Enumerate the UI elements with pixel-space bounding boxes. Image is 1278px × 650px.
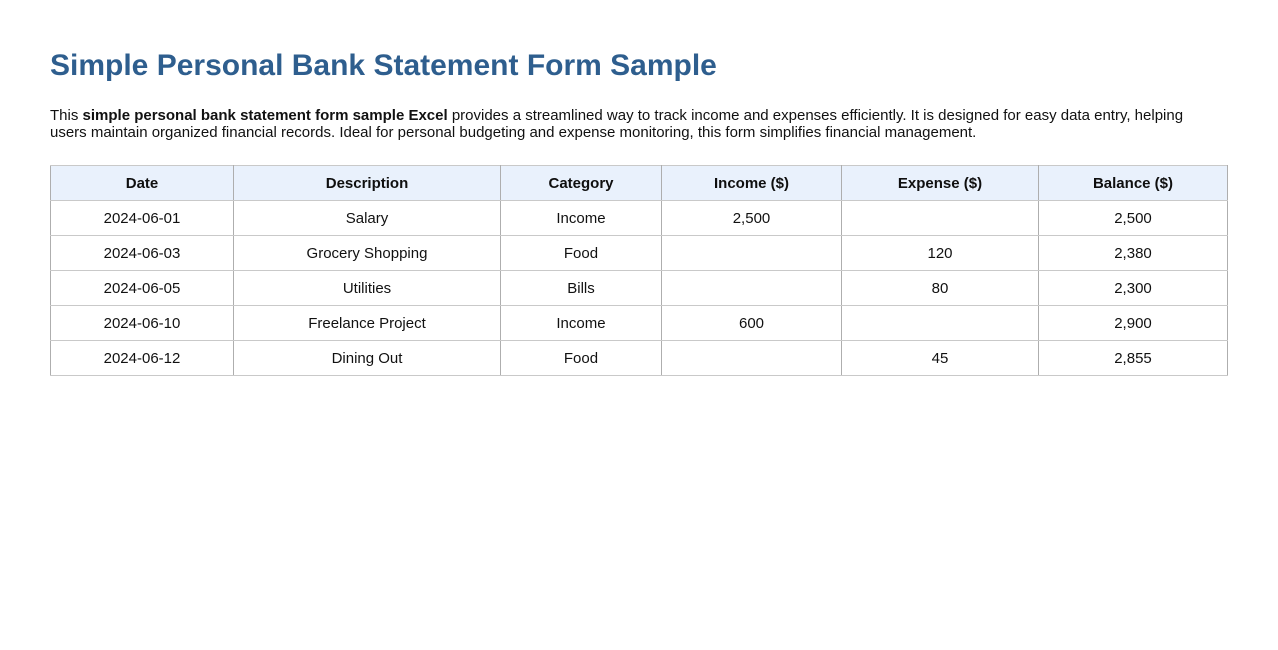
table-cell-expense: 45 <box>842 341 1039 376</box>
table-cell-description: Dining Out <box>234 341 501 376</box>
intro-paragraph <box>50 108 1210 141</box>
header-cell: Balance ($) <box>1039 166 1228 201</box>
table-cell-category: Food <box>501 236 662 271</box>
table-row <box>51 306 1228 341</box>
table-cell-income <box>662 341 842 376</box>
table-cell-category: Food <box>501 341 662 376</box>
table-cell-expense: 120 <box>842 236 1039 271</box>
header-cell: Expense ($) <box>842 166 1039 201</box>
table-cell-income: 2,500 <box>662 201 842 236</box>
table-cell-date: 2024-06-10 <box>51 306 234 341</box>
table-cell-income <box>662 271 842 306</box>
table-cell-income: 600 <box>662 306 842 341</box>
table-cell-date: 2024-06-03 <box>51 236 234 271</box>
table-cell-description: Salary <box>234 201 501 236</box>
table-cell-description: Utilities <box>234 271 501 306</box>
table-cell-balance: 2,380 <box>1039 236 1228 271</box>
table-body <box>51 201 1228 376</box>
table-header <box>51 166 1228 201</box>
table-cell-date: 2024-06-12 <box>51 341 234 376</box>
table-cell-balance: 2,900 <box>1039 306 1228 341</box>
table-cell-category: Income <box>501 306 662 341</box>
table-row <box>51 341 1228 376</box>
header-cell: Category <box>501 166 662 201</box>
table-cell-balance: 2,500 <box>1039 201 1228 236</box>
table-cell-balance: 2,855 <box>1039 341 1228 376</box>
table-cell-description: Grocery Shopping <box>234 236 501 271</box>
table-header-row <box>51 166 1228 201</box>
page-title: Simple Personal Bank Statement Form Sample <box>50 49 717 82</box>
table-row <box>51 201 1228 236</box>
table-cell-description: Freelance Project <box>234 306 501 341</box>
header-cell: Income ($) <box>662 166 842 201</box>
header-cell: Description <box>234 166 501 201</box>
table-cell-expense <box>842 201 1039 236</box>
table-cell-category: Bills <box>501 271 662 306</box>
table-cell-expense: 80 <box>842 271 1039 306</box>
intro-text-bold: simple personal bank statement form sample Excel <box>82 107 448 124</box>
table-cell-category: Income <box>501 201 662 236</box>
header-cell: Date <box>51 166 234 201</box>
table-row <box>51 236 1228 271</box>
table-cell-date: 2024-06-05 <box>51 271 234 306</box>
table-cell-balance: 2,300 <box>1039 271 1228 306</box>
table-cell-income <box>662 236 842 271</box>
table-row <box>51 271 1228 306</box>
table-cell-date: 2024-06-01 <box>51 201 234 236</box>
table-cell-expense <box>842 306 1039 341</box>
intro-text-suffix: provides a streamlined way to track income and expenses efficiently. It is designed for easy data entry, helping users maintain organized financial records. Ideal for personal budgeting and expense monitoring, this form simplifies financial management. <box>50 107 1184 141</box>
intro-text-prefix: This <box>50 107 83 124</box>
bank-statement-table <box>50 165 1228 376</box>
